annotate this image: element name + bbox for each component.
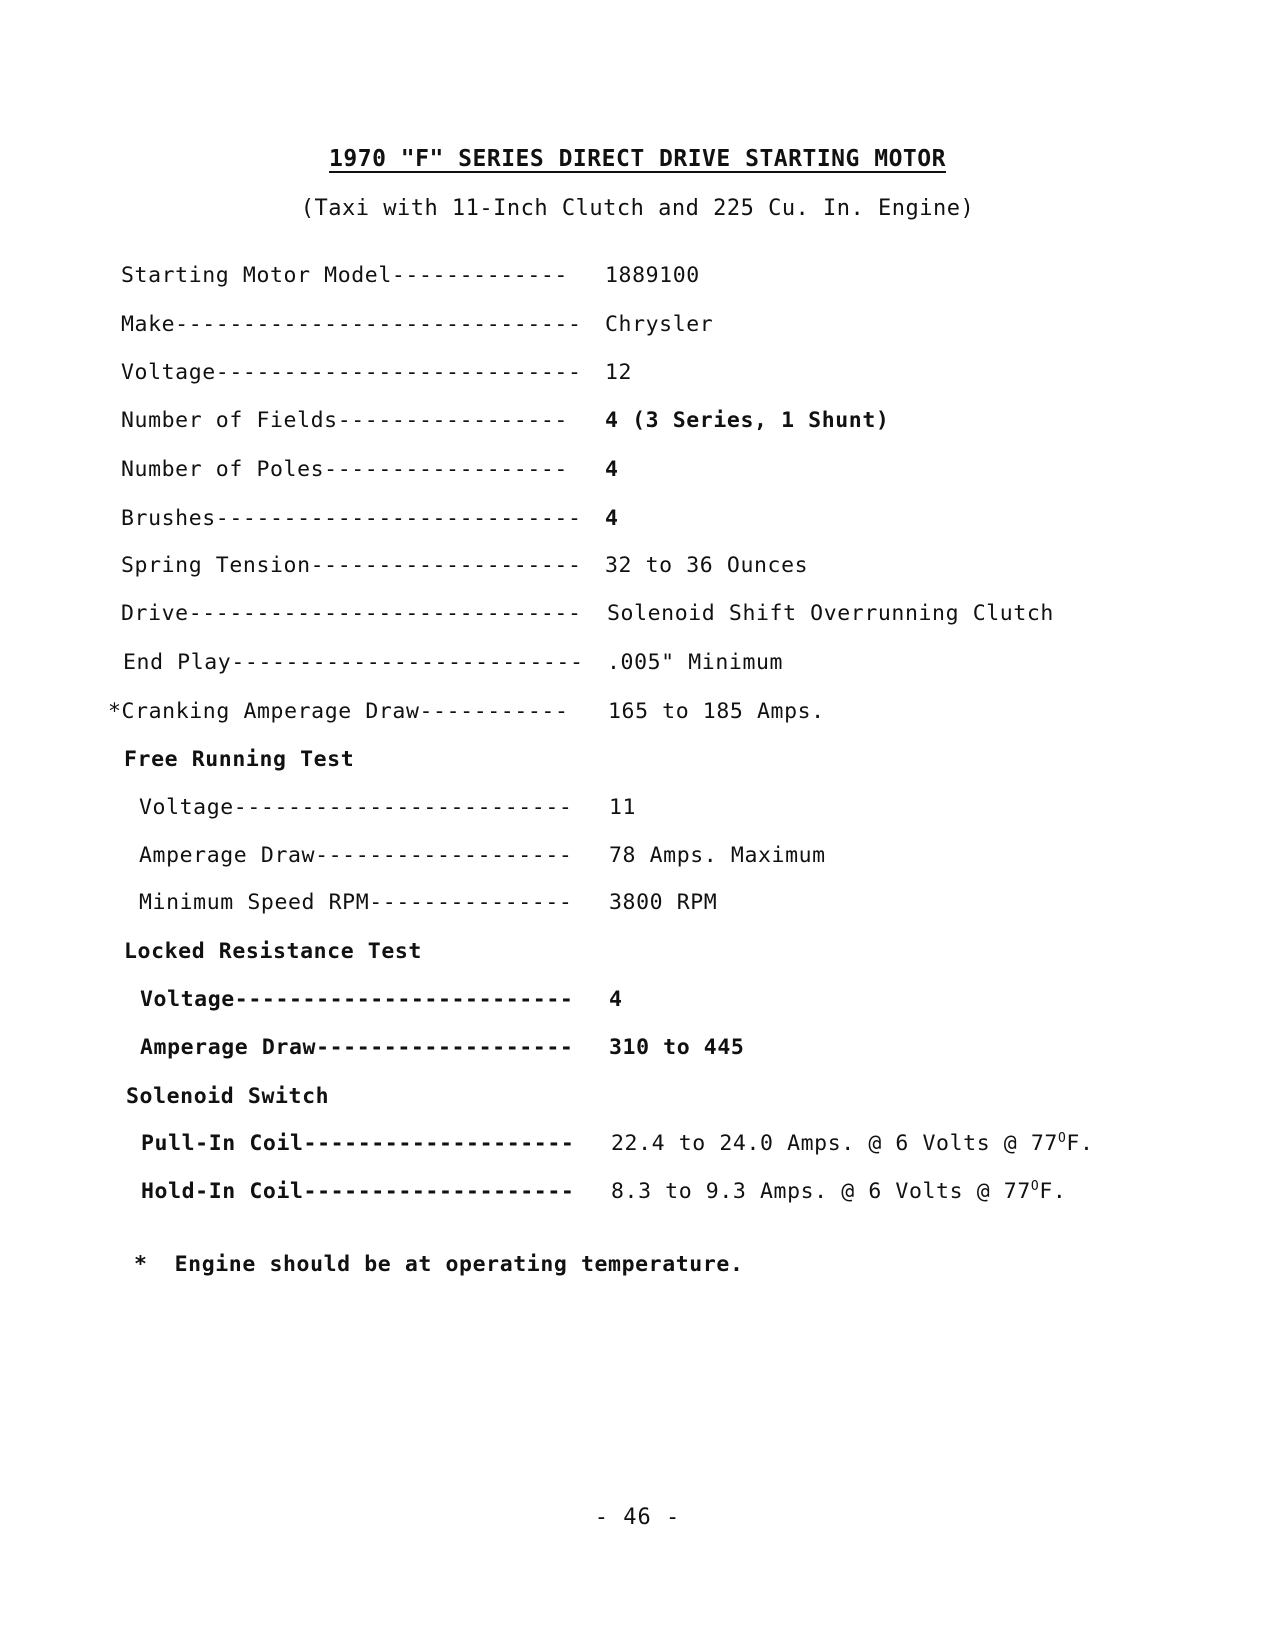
spec-label: Voltage------------------------- [140,987,574,1012]
spec-value: 78 Amps. Maximum [609,843,826,868]
spec-value: 11 [609,795,637,820]
spec-label: Make------------------------------ [121,312,582,337]
section-heading-locked-resistance: Locked Resistance Test [124,939,422,964]
spec-label: Number of Poles------------------ [121,457,568,482]
page-title: 1970 "F" SERIES DIRECT DRIVE STARTING MOTOR [329,146,946,172]
spec-label: Amperage Draw------------------- [140,1035,574,1060]
spec-value-unit: F. [1066,1131,1094,1156]
spec-label: End Play-------------------------- [123,650,584,675]
spec-label: Minimum Speed RPM--------------- [139,890,573,915]
spec-value: .005" Minimum [607,650,784,675]
spec-value: 4 [609,987,623,1012]
spec-label: Drive----------------------------- [121,601,582,626]
spec-value: Solenoid Shift Overrunning Clutch [607,601,1054,626]
page-number: - 46 - [594,1505,681,1530]
spec-value: 4 [605,457,619,482]
spec-value-unit: F. [1039,1179,1067,1204]
footnote: * Engine should be at operating temperature. [134,1252,744,1277]
spec-value: 4 [605,506,619,531]
spec-value-text: 22.4 to 24.0 Amps. @ 6 Volts @ 77 [611,1131,1058,1156]
spec-value: 165 to 185 Amps. [608,699,825,724]
spec-label: Amperage Draw------------------- [139,843,573,868]
spec-value: 4 (3 Series, 1 Shunt) [605,408,890,433]
degree-mark: O [1030,1179,1040,1194]
spec-value: 3800 RPM [609,890,718,915]
spec-value: Chrysler [605,312,714,337]
spec-value: 12 [605,360,633,385]
spec-value: 1889100 [605,263,700,288]
spec-label: Number of Fields----------------- [121,408,568,433]
spec-value-text: 8.3 to 9.3 Amps. @ 6 Volts @ 77 [611,1179,1031,1204]
spec-value: 32 to 36 Ounces [605,553,809,578]
section-heading-free-running: Free Running Test [124,747,355,772]
spec-value [611,1179,1066,1204]
degree-mark: O [1057,1131,1067,1146]
spec-label: Voltage------------------------- [139,795,573,820]
page-subtitle: (Taxi with 11-Inch Clutch and 225 Cu. In. Engine) [300,196,975,221]
spec-label: Voltage--------------------------- [121,360,582,385]
spec-label: Spring Tension-------------------- [121,553,582,578]
spec-label: Starting Motor Model------------- [121,263,568,288]
section-heading-solenoid-switch: Solenoid Switch [126,1084,330,1109]
spec-label: Hold-In Coil-------------------- [141,1179,575,1204]
spec-value: 310 to 445 [609,1035,745,1060]
spec-label: *Cranking Amperage Draw----------- [108,699,569,724]
spec-label: Brushes--------------------------- [121,506,582,531]
spec-value [611,1131,1094,1156]
spec-label: Pull-In Coil-------------------- [141,1131,575,1156]
